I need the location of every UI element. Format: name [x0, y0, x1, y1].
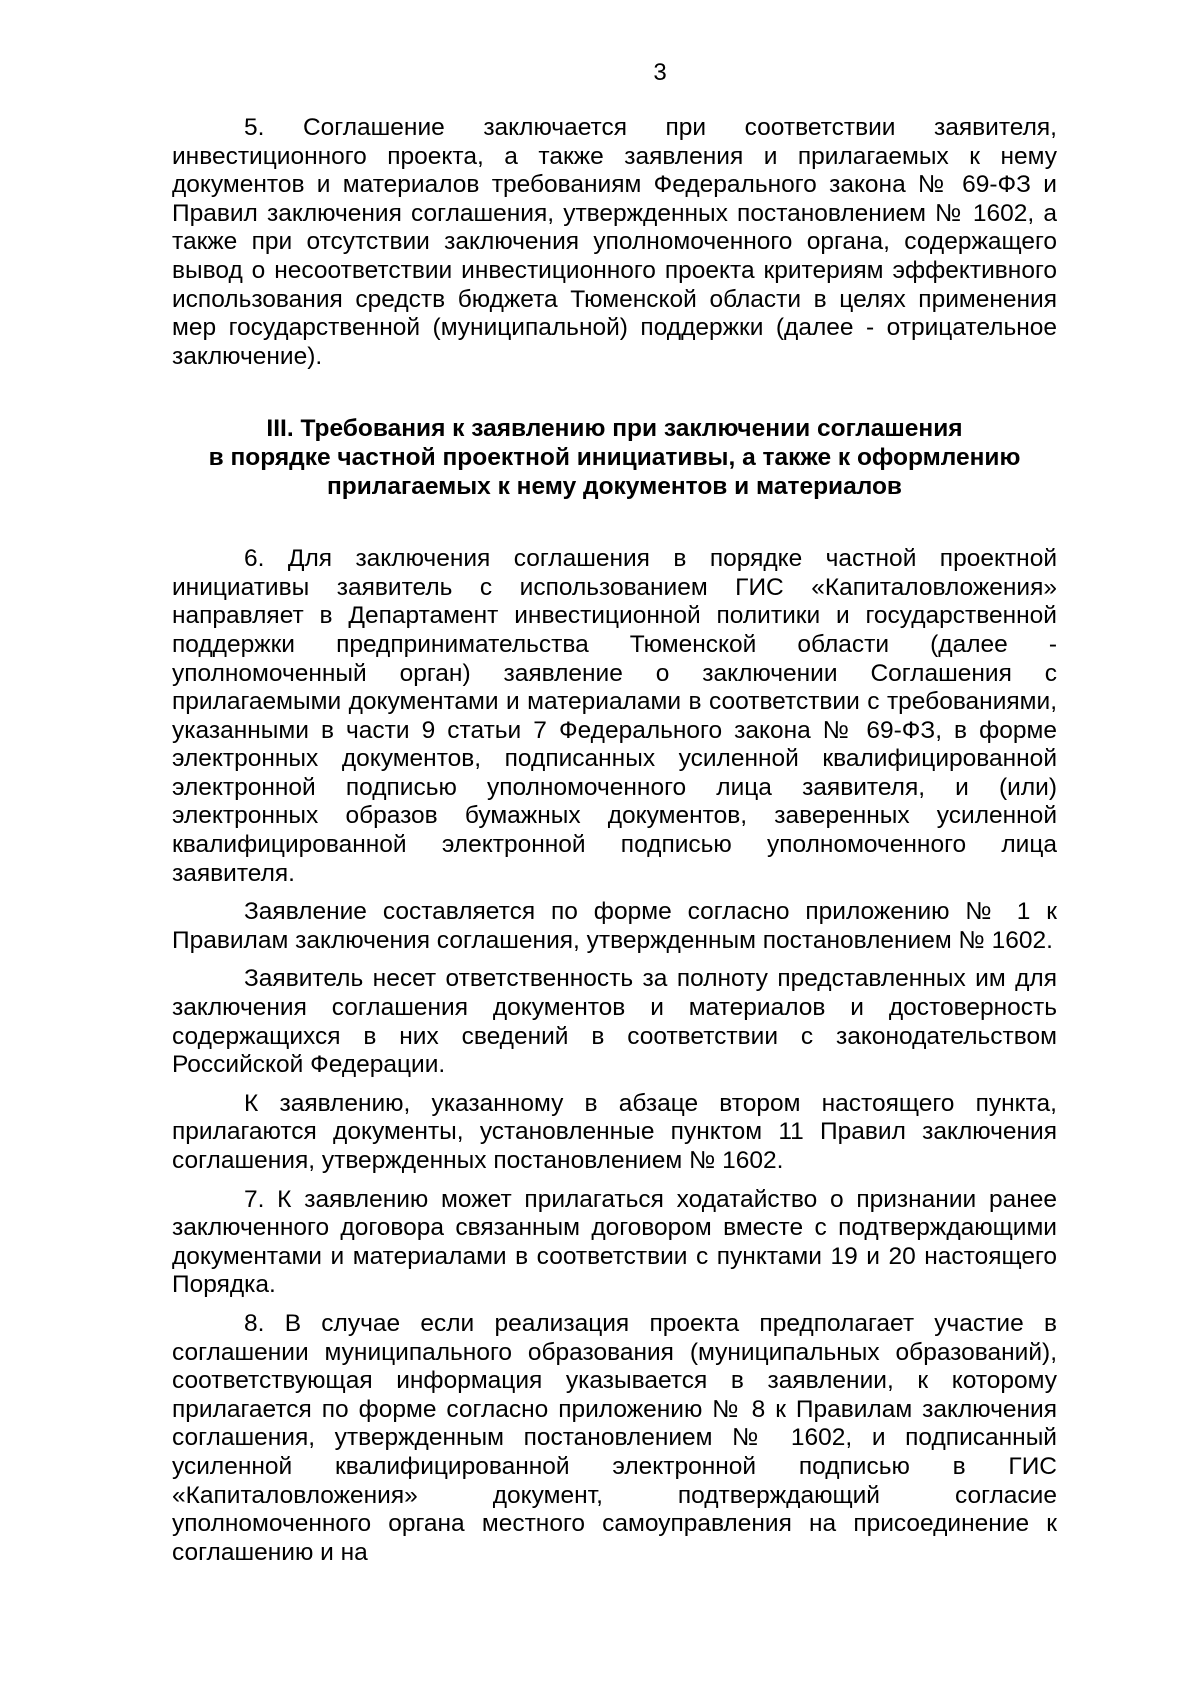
paragraph-6: 6. Для заключения соглашения в порядке частной проектной инициативы заявитель с использованием ГИС «Капиталовложения» направляет в Департамент инвестиционной политики и государственной поддержки предпринимательства Тюменской области (далее - уполномоченный орган) заявление о заключении Соглашения с прилагаемыми документами и материалами в соответствии с требованиями, указанными в части 9 статьи 7 Федерального закона № 69-ФЗ, в форме электронных документов, подписанных усиленной квалифицированной электронной подписью уполномоченного лица заявителя, и (или) электронных образов бумажных документов, заверенных усиленной квалифицированной электронной подписью уполномоченного лица заявителя. [172, 545, 1057, 887]
paragraph-6-attachments: К заявлению, указанному в абзаце втором настоящего пункта, прилагаются документы, установленные пунктом 11 Правил заключения соглашения, утвержденных постановлением № 1602. [172, 1089, 1057, 1174]
section-heading-line-3: прилагаемых к нему документов и материалов [326, 472, 902, 500]
paragraph-6-application-form: Заявление составляется по форме согласно приложению № 1 к Правилам заключения соглашения, утвержденным постановлением № 1602. [172, 898, 1057, 954]
paragraph-7: 7. К заявлению может прилагаться ходатайство о признании ранее заключенного договора связанным договором вместе с подтверждающими документами и материалами в соответствии с пунктами 19 и 20 настоящего Порядка. [172, 1185, 1057, 1299]
section-heading-line-2: в порядке частной проектной инициативы, а также к оформлению [208, 443, 1021, 471]
section-heading-line-1: III. Требования к заявлению при заключении соглашения [266, 415, 963, 443]
paragraph-6-responsibility: Заявитель несет ответственность за полноту представленных им для заключения соглашения документов и материалов и достоверность содержащихся в них сведений в соответствии с законодательством Российской Федерации. [172, 965, 1057, 1079]
paragraph-5: 5. Соглашение заключается при соответствии заявителя, инвестиционного проекта, а также заявления и прилагаемых к нему документов и материалов требованиям Федерального закона № 69-ФЗ и Правил заключения соглашения, утвержденных постановлением № 1602, а также при отсутствии заключения уполномоченного органа, содержащего вывод о несоответствии инвестиционного проекта критериям эффективного использования средств бюджета Тюменской области в целях применения мер государственной (муниципальной) поддержки (далее - отрицательное заключение). [172, 114, 1057, 370]
document-body [172, 114, 1057, 1567]
section-heading [172, 415, 1057, 501]
page-number: 3 [653, 59, 667, 86]
paragraph-8: 8. В случае если реализация проекта предполагает участие в соглашении муниципального образования (муниципальных образований), соответствующая информация указывается в заявлении, к которому прилагается по форме согласно приложению № 8 к Правилам заключения соглашения, утвержденным постановлением № 1602, и подписанный усиленной квалифицированной электронной подписью в ГИС «Капиталовложения» документ, подтверждающий согласие уполномоченного органа местного самоуправления на присоединение к соглашению и на [172, 1309, 1057, 1566]
